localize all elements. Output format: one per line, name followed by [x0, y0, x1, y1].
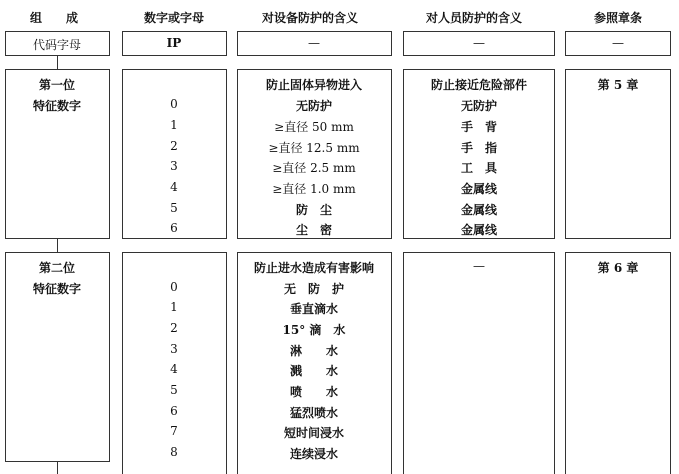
first-digit-personnel-6: 金属线	[460, 223, 498, 237]
header-reference: 参照章条	[594, 11, 643, 25]
second-digit-equipment-heading: 防止进水造成有害影响	[253, 261, 375, 275]
second-digit-equipment-8: 连续浸水	[289, 447, 339, 461]
first-digit-1: 1	[170, 118, 178, 132]
second-digit-label-line1: 第二位	[38, 261, 76, 275]
first-digit-personnel-5: 金属线	[460, 203, 498, 217]
code-label: 代码字母	[32, 38, 82, 52]
code-value: IP	[166, 36, 182, 50]
second-digit-equipment-7: 短时间浸水	[283, 426, 345, 440]
first-digit-personnel-0: 无防护	[460, 99, 498, 113]
second-digit-8: 8	[170, 445, 178, 459]
second-digit-reference-box	[565, 252, 671, 474]
second-digit-equipment-4: 溅 水	[289, 364, 339, 378]
second-digit-equipment-2: 15° 滴 水	[282, 323, 346, 337]
second-digit-equipment-5: 喷 水	[289, 385, 339, 399]
first-digit-6: 6	[170, 221, 178, 235]
first-digit-equipment-1: ≥直径 50 mm	[274, 120, 354, 134]
first-digit-5: 5	[170, 201, 178, 215]
second-digit-1: 1	[170, 300, 178, 314]
second-digit-equipment-6: 猛烈喷水	[289, 406, 339, 420]
second-digit-reference: 第 6 章	[597, 261, 639, 275]
connector-line	[57, 462, 58, 474]
second-digit-label-line2: 特征数字	[32, 282, 82, 296]
second-digit-5: 5	[170, 383, 178, 397]
second-digit-0: 0	[170, 280, 178, 294]
second-digit-personnel-box	[403, 252, 555, 474]
code-personnel: —	[473, 36, 485, 50]
first-digit-personnel-heading: 防止接近危险部件	[430, 78, 528, 92]
connector-line	[57, 239, 58, 252]
second-digit-7: 7	[170, 424, 178, 438]
first-digit-equipment-3: ≥直径 2.5 mm	[272, 161, 356, 175]
first-digit-equipment-4: ≥直径 1.0 mm	[272, 182, 356, 196]
header-equipment-meaning: 对设备防护的含义	[262, 11, 359, 25]
second-digit-6: 6	[170, 404, 178, 418]
first-digit-label-box	[5, 69, 110, 239]
first-digit-personnel-1: 手 背	[460, 120, 498, 134]
first-digit-personnel-2: 手 指	[460, 141, 498, 155]
header-digit-or-letter: 数字或字母	[144, 11, 205, 25]
first-digit-personnel-4: 金属线	[460, 182, 498, 196]
second-digit-personnel-heading: —	[473, 259, 485, 273]
second-digit-equipment-1: 垂直滴水	[289, 302, 339, 316]
first-digit-equipment-heading: 防止固体异物进入	[265, 78, 363, 92]
first-digit-equipment-5: 防 尘	[295, 203, 333, 217]
first-digit-label-line1: 第一位	[38, 78, 76, 92]
first-digit-personnel-3: 工 具	[460, 161, 498, 175]
first-digit-equipment-6: 尘 密	[295, 223, 333, 237]
second-digit-equipment-0: 无 防 护	[283, 282, 345, 296]
connector-line	[57, 56, 58, 69]
second-digit-2: 2	[170, 321, 178, 335]
second-digit-4: 4	[170, 362, 178, 376]
first-digit-reference: 第 5 章	[597, 78, 639, 92]
second-digit-equipment-3: 淋 水	[289, 344, 339, 358]
first-digit-0: 0	[170, 97, 178, 111]
code-equipment: —	[308, 36, 320, 50]
first-digit-3: 3	[170, 159, 178, 173]
first-digit-reference-box	[565, 69, 671, 239]
header-composition: 组 成	[30, 11, 79, 25]
header-personnel-meaning: 对人员防护的含义	[426, 11, 523, 25]
first-digit-label-line2: 特征数字	[32, 99, 82, 113]
code-reference: —	[612, 36, 624, 50]
first-digit-4: 4	[170, 180, 178, 194]
first-digit-2: 2	[170, 139, 178, 153]
first-digit-equipment-0: 无防护	[295, 99, 333, 113]
first-digit-equipment-2: ≥直径 12.5 mm	[268, 141, 360, 155]
second-digit-3: 3	[170, 342, 178, 356]
